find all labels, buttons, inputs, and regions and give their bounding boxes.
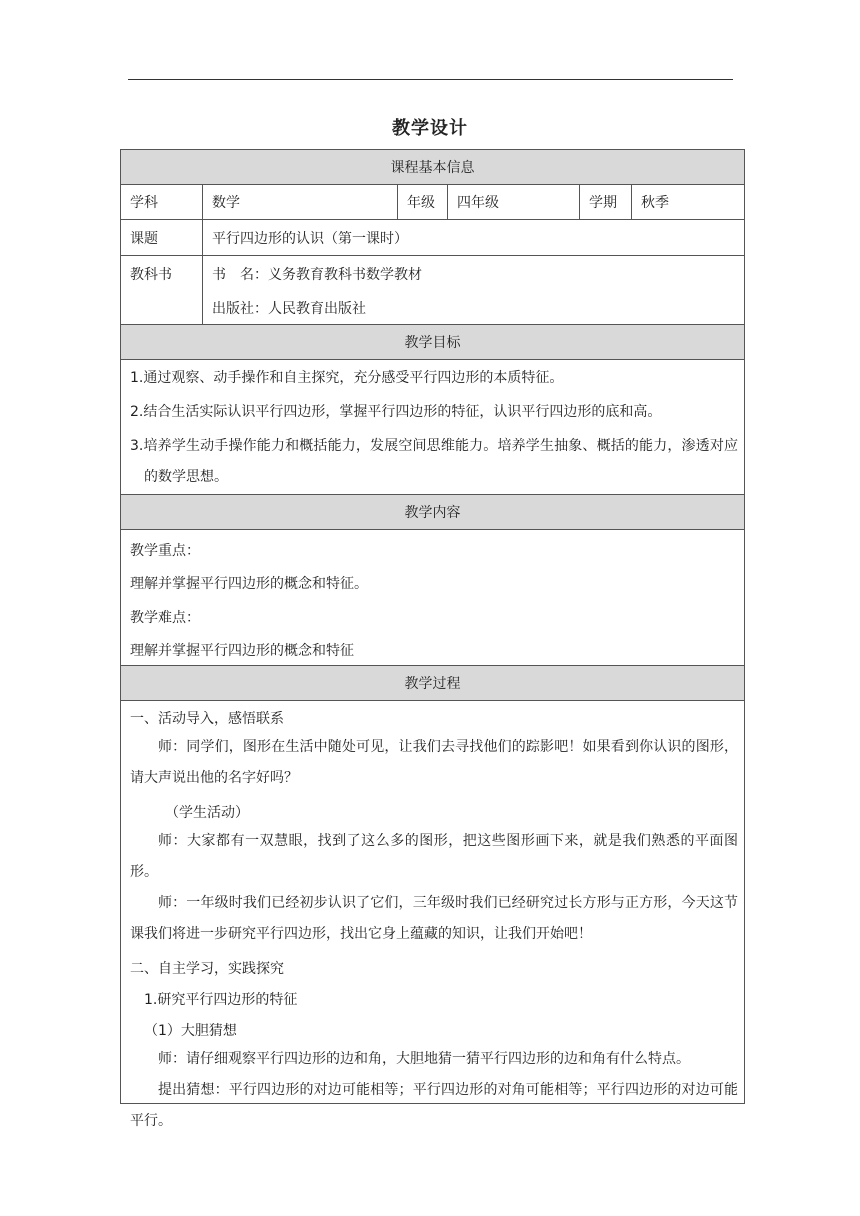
section-header-content: 教学内容 xyxy=(121,495,744,530)
section-header-objectives: 教学目标 xyxy=(121,325,744,360)
difficult-point-label: 教学难点： xyxy=(130,610,200,626)
process-paragraph: （学生活动） xyxy=(165,805,249,821)
grade-label: 年级 xyxy=(398,185,448,219)
process-block xyxy=(121,701,744,1129)
difficult-point-text: 理解并掌握平行四边形的概念和特征 xyxy=(130,643,354,659)
process-heading-1: 一、活动导入，感悟联系 xyxy=(130,711,284,727)
section-header-basic-info: 课程基本信息 xyxy=(121,150,744,185)
content-block xyxy=(121,530,744,666)
process-heading-2: 二、自主学习，实践探究 xyxy=(130,961,284,977)
textbook-name: 书 名：义务教育教科书数学教材 xyxy=(212,267,422,283)
key-point-label: 教学重点： xyxy=(130,543,200,559)
info-row-subject xyxy=(121,185,744,220)
subject-value: 数学 xyxy=(203,185,398,219)
process-paragraph: 师：同学们，图形在生活中随处可见，让我们去寻找他们的踪影吧！如果看到你认识的图形，请大声说出他的名字好吗？ xyxy=(130,739,738,786)
textbook-value xyxy=(203,256,744,324)
key-point-text: 理解并掌握平行四边形的概念和特征。 xyxy=(130,576,368,592)
objective-item xyxy=(130,431,738,493)
document-title: 教学设计 xyxy=(392,118,468,139)
process-subheading: （1）大胆猜想 xyxy=(144,1023,237,1039)
subject-label: 学科 xyxy=(121,185,203,219)
textbook-publisher: 出版社：人民教育出版社 xyxy=(212,301,366,317)
objectives-block xyxy=(121,360,744,495)
topic-label: 课题 xyxy=(121,220,203,255)
lesson-plan-table xyxy=(120,149,745,1129)
textbook-label: 教科书 xyxy=(121,256,203,324)
term-label: 学期 xyxy=(580,185,632,219)
info-row-topic xyxy=(121,220,744,256)
process-paragraph: 师：一年级时我们已经初步认识了它们，三年级时我们已经研究过长方形与正方形，今天这节课我们将进一步研究平行四边形，找出它身上蕴藏的知识，让我们开始吧！ xyxy=(130,895,738,942)
process-subheading: 1.研究平行四边形的特征 xyxy=(144,992,298,1008)
topic-value: 平行四边形的认识（第一课时） xyxy=(212,230,408,247)
process-paragraph: 师：大家都有一双慧眼，找到了这么多的图形，把这些图形画下来，就是我们熟悉的平面图形。 xyxy=(130,833,738,880)
process-paragraph: 师：请仔细观察平行四边形的边和角，大胆地猜一猜平行四边形的边和角有什么特点。 xyxy=(158,1051,690,1067)
objective-item-text: 3.培养学生动手操作能力和概括能力，发展空间思维能力。培养学生抽象、概括的能力，渗透对应的数学思想。 xyxy=(130,438,738,485)
term-value: 秋季 xyxy=(641,195,669,211)
process-paragraph: 提出猜想：平行四边形的对边可能相等；平行四边形的对角可能相等；平行四边形的对边可能平行。 xyxy=(130,1082,738,1129)
objective-item: 2.结合生活实际认识平行四边形，掌握平行四边形的特征，认识平行四边形的底和高。 xyxy=(130,404,662,420)
objective-item: 1.通过观察、动手操作和自主探究，充分感受平行四边形的本质特征。 xyxy=(130,370,564,386)
header-rule xyxy=(128,79,733,80)
info-row-textbook xyxy=(121,256,744,325)
section-header-process: 教学过程 xyxy=(121,666,744,701)
grade-value: 四年级 xyxy=(448,185,580,219)
